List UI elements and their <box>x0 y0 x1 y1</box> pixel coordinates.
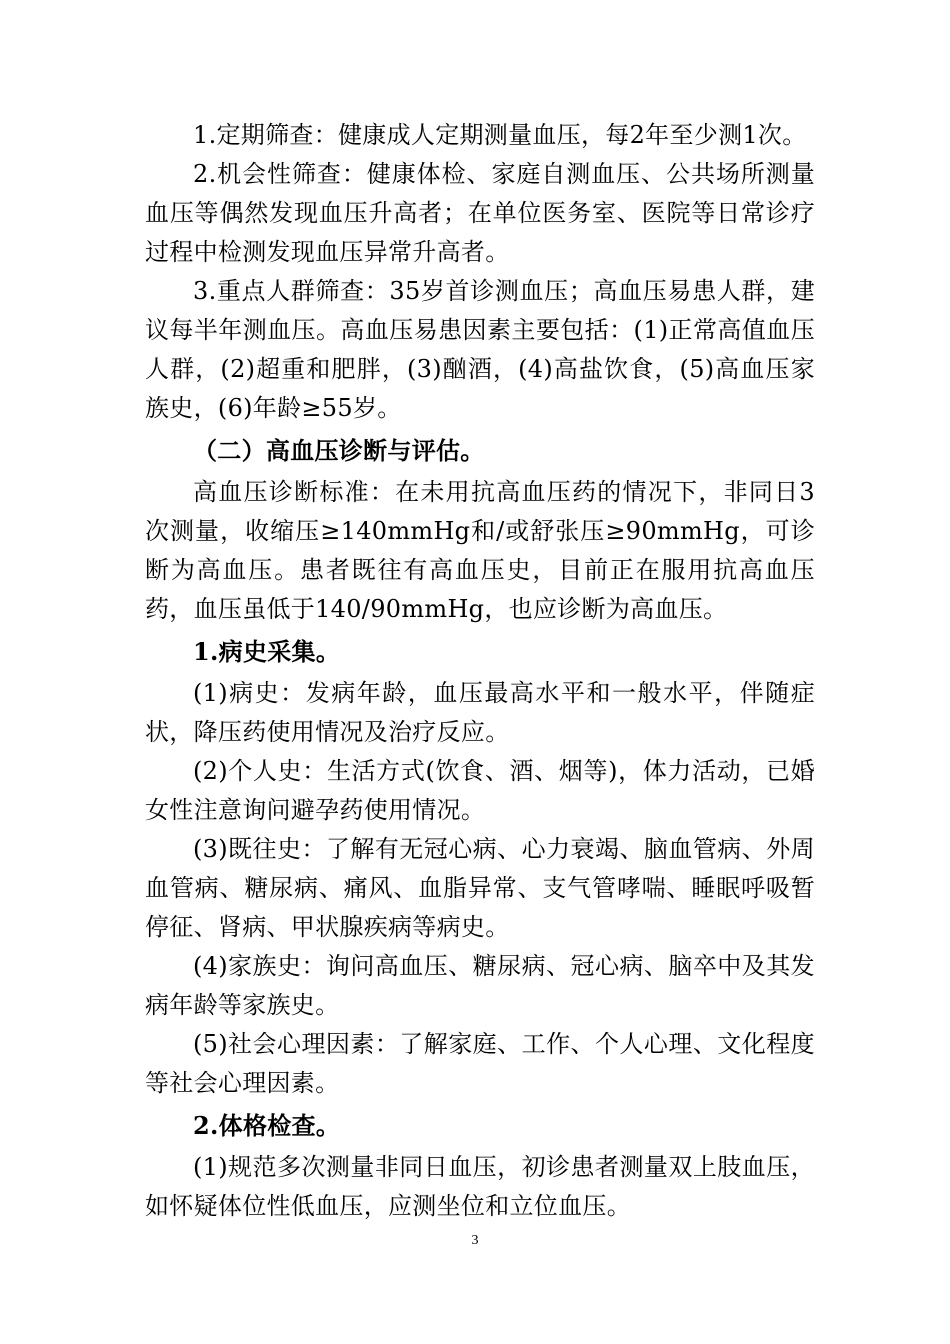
paragraph-bp-measurement: (1)规范多次测量非同日血压，初诊患者测量双上肢血压，如怀疑体位性低血压，应测坐位和立位血压。 <box>145 1153 815 1220</box>
paragraph-family-history: (4)家族史：询问高血压、糖尿病、冠心病、脑卒中及其发病年龄等家族史。 <box>145 952 815 1019</box>
section-heading-diagnosis: （二）高血压诊断与评估。 <box>193 436 485 465</box>
paragraph-medical-history: (1)病史：发病年龄，血压最高水平和一般水平，伴随症状，降压药使用情况及治疗反应。 <box>145 679 815 746</box>
document-body <box>145 116 815 1226</box>
paragraph-diagnosis-criteria: 高血压诊断标准：在未用抗高血压药的情况下，非同日3次测量，收缩压≥140mmHg和/或舒张压≥90mmHg，可诊断为高血压。患者既往有高血压史，目前正在服用抗高血压药，血压虽低于140/90mmHg，也应诊断为高血压。 <box>145 478 815 623</box>
paragraph-psychosocial-factors: (5)社会心理因素：了解家庭、工作、个人心理、文化程度等社会心理因素。 <box>145 1030 815 1097</box>
page-number: 3 <box>471 1233 479 1248</box>
paragraph-screening-regular: 1.定期筛查：健康成人定期测量血压，每2年至少测1次。 <box>193 121 807 149</box>
subheading-history-collection: 1.病史采集。 <box>193 637 341 666</box>
paragraph-personal-history: (2)个人史：生活方式(饮食、酒、烟等)，体力活动，已婚女性注意询问避孕药使用情况。 <box>145 757 815 824</box>
subheading-physical-exam: 2.体格检查。 <box>193 1111 341 1140</box>
paragraph-screening-opportunistic: 2.机会性筛查：健康体检、家庭自测血压、公共场所测量血压等偶然发现血压升高者；在单位医务室、医院等日常诊疗过程中检测发现血压异常升高者。 <box>145 160 815 266</box>
paragraph-screening-key-population: 3.重点人群筛查：35岁首诊测血压；高血压易患人群，建议每半年测血压。高血压易患因素主要包括：(1)正常高值血压人群，(2)超重和肥胖，(3)酗酒，(4)高盐饮食，(5)高血压家族史，(6)年龄≥55岁。 <box>145 277 815 422</box>
paragraph-past-history: (3)既往史：了解有无冠心病、心力衰竭、脑血管病、外周血管病、糖尿病、痛风、血脂异常、支气管哮喘、睡眠呼吸暂停征、肾病、甲状腺疾病等病史。 <box>145 835 815 941</box>
